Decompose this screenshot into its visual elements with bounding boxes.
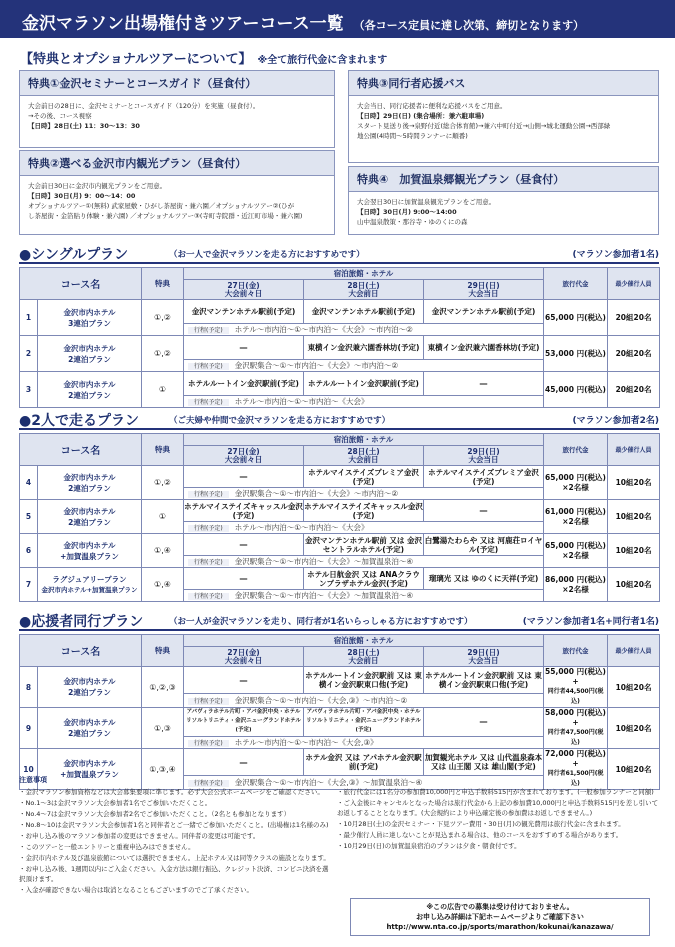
note-item: ・ご入金後にキャンセルとなった場合は旅行代金から上記の参加費10,000円と申込手数料515円を差し引いてお返しすることとなります。(大会規約により申込確定後の参加費はお返しできません。) [337, 799, 659, 817]
double-plan-section [19, 410, 659, 605]
plan-number: 1 [20, 300, 38, 336]
plan-number: 7 [20, 568, 38, 602]
route-text: 金沢駅集合～①～市内泊～《大会,③》～市内泊～② [234, 696, 408, 706]
hotel-day29: ホテルルートイン金沢駅前 又は 東横イン金沢駅東口他(予定) [424, 667, 544, 694]
plan-table [19, 267, 660, 408]
benefit-1-line: →その後、コース視察 [28, 112, 92, 120]
ad-url-link[interactable]: http://www.nta.co.jp/sports/marathon/kokunai/kanazawa/ [386, 923, 614, 931]
day-date: 29日(日) [467, 647, 500, 657]
plan-min-people: 10組20名 [608, 667, 660, 708]
route-row [184, 360, 544, 372]
day-date: 29日(日) [467, 280, 500, 290]
table-row[interactable] [20, 534, 660, 556]
price-main: 65,000 円(税込) [545, 312, 606, 322]
price-main: 58,000 円(税込) [545, 708, 606, 717]
benefit-1-line: 大会前日の28日に、金沢セミナーとコースガイド（120分）を実施（昼食付）。 [28, 102, 260, 110]
note-item: ・旅行代金には1名分の参加費10,000円と申込手数料515円が含まれております。(一般参加ランナーと同額) [337, 788, 654, 796]
course-name-line1: 金沢市内ホテル [63, 343, 116, 353]
col-header-day [304, 446, 424, 466]
hotel-day27: ― [184, 336, 304, 360]
section-description: （お一人が金沢マラソンを走り、同行者が1名いらっしゃる方におすすめです） [169, 617, 473, 627]
plan-tokuten: ①,② [142, 336, 184, 372]
course-name [38, 372, 142, 408]
section-name: ●2人で走るプラン [19, 413, 139, 429]
table-row[interactable] [20, 300, 660, 324]
route-text: 金沢駅集合～①～市内泊～《大会》～市内泊～② [234, 489, 399, 498]
benefit-4-line: 大会翌日30日に加賀温泉観光プランをご用意。 [357, 198, 496, 206]
course-name [38, 708, 142, 749]
note-item: ・No.1～3は金沢マラソン大会参加者1名でご参加いただくこと。 [19, 799, 212, 807]
note-item: ・No.8～10は金沢マラソン大会参加者1名と同伴者とご一緒でご参加いただくこと。(出場権は1名様のみ) [19, 821, 329, 829]
benefit-2-line: 【日時】30日(月) 9：00～14：00 [28, 192, 136, 200]
plan-number: 2 [20, 336, 38, 372]
course-name [38, 568, 142, 602]
hotel-day28: ホテルルートイン金沢駅前(予定) [304, 372, 424, 396]
course-name-line2: 2連泊プラン [68, 688, 111, 697]
plan-price [544, 667, 608, 708]
plan-price [544, 708, 608, 749]
price-sub: + [572, 759, 579, 768]
price-sub: ×2名様 [562, 516, 589, 526]
plan-tokuten: ① [142, 372, 184, 408]
plan-min-people: 20組20名 [608, 336, 660, 372]
course-name-line1: 金沢市内ホテル [63, 759, 116, 768]
route-label: 行程(予定) [188, 363, 229, 370]
day-date: 29日(日) [467, 446, 500, 456]
plan-table [19, 433, 660, 602]
hotel-day28: 金沢マンテンホテル駅前(予定) [304, 300, 424, 324]
plan-min-people: 20組20名 [608, 300, 660, 336]
route-text: ホテル～市内泊～①～市内泊～《大会》～市内泊～② [234, 325, 413, 334]
day-date: 28日(土) [347, 280, 380, 290]
plan-price [544, 568, 608, 602]
col-header-course: コース名 [20, 268, 142, 300]
hotel-day27: アパヴィラホテル片町・アパ金沢中央・ホテルリソルトリニティ・金沢ニューグランドホテル(予定) [184, 708, 304, 737]
benefit-1-line: 【日時】28日(土) 11：30～13：30 [28, 122, 140, 130]
benefit-2-line: し茶屋街・金箔貼り体験・兼六園) ／オプショナルツアー③(寺町寺院群・近江町市場・兼六園) [28, 212, 303, 220]
route-label: 行程(予定) [188, 740, 229, 747]
course-name-line1: 金沢市内ホテル [63, 718, 116, 727]
ad-notice-box [350, 898, 650, 936]
hotel-day27: ― [184, 568, 304, 590]
page-subtitle: （各コース定員に達し次第、締切となります） [353, 19, 585, 32]
route-row [184, 522, 544, 534]
hotel-day29: ― [424, 708, 544, 737]
plan-number: 9 [20, 708, 38, 749]
section-participant-badge: (マラソン参加者1名) [572, 250, 659, 260]
course-name-line2: 2連泊プラン [68, 483, 111, 493]
route-text: 金沢駅集合～①～市内泊～《大会》～加賀温泉泊～④ [234, 591, 414, 600]
hotel-day29: 東横イン金沢兼六園香林坊(予定) [424, 336, 544, 360]
course-name-line1: 金沢市内ホテル [63, 379, 116, 389]
plan-price [544, 300, 608, 336]
plan-price [544, 372, 608, 408]
price-sub: ×2名様 [562, 482, 589, 492]
route-row [184, 736, 544, 748]
section-title-bar [19, 410, 659, 430]
plan-min-people: 10組20名 [608, 749, 660, 790]
hotel-day29: ― [424, 372, 544, 396]
notes-section [19, 775, 659, 894]
course-name-line2: 金沢市内ホテル+加賀温泉プラン [41, 585, 138, 594]
page-header [0, 0, 675, 38]
plan-min-people: 20組20名 [608, 372, 660, 408]
course-name [38, 534, 142, 568]
plan-number: 3 [20, 372, 38, 408]
price-main: 45,000 円(税込) [545, 384, 606, 394]
course-name [38, 466, 142, 500]
benefit-1-box [19, 70, 335, 148]
route-row [184, 488, 544, 500]
col-header-day [424, 446, 544, 466]
col-header-tokuten: 特典 [142, 268, 184, 300]
day-date: 27日(金) [227, 280, 260, 290]
table-row[interactable] [20, 372, 660, 396]
hotel-day29: 加賀観光ホテル 又は 山代温泉森本 又は 山王閣 又は 雄山閣(予定) [424, 749, 544, 776]
notes-left-column [19, 787, 334, 896]
plan-min-people: 10組20名 [608, 568, 660, 602]
benefit-3-line: 地公園(4時間～5時間ランナーに順番) [357, 132, 468, 140]
day-date: 28日(土) [347, 446, 380, 456]
table-row[interactable] [20, 500, 660, 522]
day-date: 27日(金) [227, 446, 260, 456]
benefit-4-line: 【日時】30日(月) 9:00～14:00 [357, 208, 457, 216]
hotel-day28: 東横イン金沢兼六園香林坊(予定) [304, 336, 424, 360]
plan-min-people: 10組20名 [608, 500, 660, 534]
table-row[interactable] [20, 708, 660, 737]
plan-tokuten: ①,②,③ [142, 667, 184, 708]
course-name-line1: 金沢市内ホテル [63, 677, 116, 686]
benefit-3-box [348, 70, 659, 163]
benefit-2-line: 大会前日30日に金沢市内観光プランをご用意。 [28, 182, 167, 190]
day-label: 大会当日 [468, 454, 499, 464]
hotel-day27: ホテルルートイン金沢駅前(予定) [184, 372, 304, 396]
route-label: 行程(予定) [188, 327, 229, 334]
col-header-price: 旅行代金 [544, 635, 608, 667]
route-label: 行程(予定) [188, 593, 229, 600]
table-row[interactable] [20, 667, 660, 694]
hotel-day28: アパヴィラホテル片町・アパ金沢中央・ホテルリソルトリニティ・金沢ニューグランドホテル(予定) [304, 708, 424, 737]
benefit-2-box [19, 150, 335, 235]
route-text: 金沢駅集合～①～市内泊～《大会》～加賀温泉泊～④ [234, 557, 414, 566]
plan-price [544, 466, 608, 500]
col-header-min: 最少催行人員 [608, 434, 660, 466]
course-name-line1: ラグジュアリープラン [52, 574, 127, 584]
route-row [184, 396, 544, 408]
price-sub: + [572, 677, 579, 686]
course-name-line2: 2連泊プラン [68, 729, 111, 738]
page-title: 金沢マラソン出場権付きツアーコース一覧 [22, 14, 344, 34]
notes-right-column [337, 787, 659, 852]
plan-tokuten: ① [142, 500, 184, 534]
ad-notice-line: ※この広告での募集は受け付けておりません。 [426, 903, 574, 911]
benefits-title: 【特典とオプショナルツアーについて】 [20, 52, 252, 67]
price-main: 72,000 円(税込) [545, 749, 606, 758]
course-name-line1: 金沢市内ホテル [63, 506, 116, 516]
plan-tokuten: ①,④ [142, 534, 184, 568]
benefit-3-line: 大会当日、同行応援者に便利な応援バスをご用意。 [357, 102, 507, 110]
route-text: 金沢駅集合～①～市内泊～《大会,③》～加賀温泉泊～④ [234, 778, 423, 788]
plan-price [544, 534, 608, 568]
benefit-2-title: 特典②選べる金沢市内観光プラン（昼食付） [20, 151, 334, 176]
route-text: ホテル～市内泊～①～市内泊～《大会》 [234, 523, 369, 532]
price-main: 65,000 円(税込) [545, 472, 606, 482]
hotel-day29: 瑠璃光 又は ゆのくに天祥(予定) [424, 568, 544, 590]
route-row [184, 556, 544, 568]
course-name-line2: 2連泊プラン [68, 517, 111, 527]
day-date: 28日(土) [347, 647, 380, 657]
plan-min-people: 10組20名 [608, 708, 660, 749]
hotel-day27: 金沢マンテンホテル駅前(予定) [184, 300, 304, 324]
hotel-day29: ホテルマイステイズプレミア金沢(予定) [424, 466, 544, 488]
plan-tokuten: ①,② [142, 466, 184, 500]
col-header-day [184, 647, 304, 667]
note-item: ・お申し込み後のマラソン参加者の変更はできません。同伴者の変更は可能です。 [19, 832, 260, 840]
col-header-day [424, 280, 544, 300]
benefit-3-title: 特典③同行者応援バス [349, 71, 658, 96]
route-row [184, 590, 544, 602]
hotel-day28: 金沢マンテンホテル駅前 又は 金沢セントラルホテル(予定) [305, 535, 422, 554]
benefit-2-line: オプショナルツアー①(無料) 武家屋敷・ひがし茶屋街・兼六園／オプショナルツアー②(ひが [28, 202, 295, 210]
hotel-day28: ホテルマイステイズプレミア金沢(予定) [304, 466, 424, 488]
hotel-day27: ― [184, 749, 304, 776]
route-label: 行程(予定) [188, 559, 229, 566]
benefit-4-line: 山中温泉散策・那谷寺・ゆのくにの森 [357, 218, 468, 226]
plan-number: 5 [20, 500, 38, 534]
plan-number: 10 [20, 749, 38, 790]
hotel-day29: 金沢マンテンホテル駅前(予定) [424, 300, 544, 324]
price-main: 86,000 円(税込) [545, 574, 606, 584]
course-name-line2: 2連泊プラン [68, 354, 111, 364]
price-main: 55,000 円(税込) [545, 667, 606, 676]
price-sub: + [572, 718, 579, 727]
col-header-price: 旅行代金 [544, 434, 608, 466]
table-row[interactable] [20, 466, 660, 488]
day-label: 大会前日 [348, 454, 379, 464]
hotel-day27: ホテルマイステイズキャッスル金沢(予定) [184, 501, 303, 520]
route-text: ホテル～市内泊～①～市内泊～《大会,③》 [234, 737, 378, 747]
section-description: （ご夫婦や仲間で金沢マラソンを走る方におすすめです） [169, 416, 391, 426]
price-main: 61,000 円(税込) [545, 506, 606, 516]
col-header-tokuten: 特典 [142, 434, 184, 466]
course-name-line2: +加賀温泉プラン [60, 770, 119, 779]
note-item: ・10月29日(日)の加賀温泉宿泊のプランは夕食・朝食付です。 [337, 842, 521, 850]
col-header-day [304, 280, 424, 300]
hotel-day28: ホテル金沢 又は アパホテル金沢駅前(予定) [304, 749, 424, 776]
route-row [184, 324, 544, 336]
course-name-line2: 3連泊プラン [68, 318, 111, 328]
benefits-note: ※全て旅行代金に含まれます [257, 55, 388, 66]
price-sub: ×2名様 [562, 550, 589, 560]
day-label: 大会当日 [468, 655, 499, 665]
day-label: 大会前々日 [224, 655, 263, 665]
note-item: ・金沢市内ホテル及び温泉旅館については選択できません。上記ホテル又は同等クラスの施設となります。 [19, 854, 330, 862]
section-title-bar [19, 611, 659, 631]
col-header-day [424, 647, 544, 667]
price-sub: ×2名様 [562, 584, 589, 594]
plan-number: 8 [20, 667, 38, 708]
col-header-min: 最少催行人員 [608, 268, 660, 300]
route-label: 行程(予定) [188, 780, 229, 787]
course-name-line1: 金沢市内ホテル [63, 307, 116, 317]
section-title-bar [19, 244, 659, 264]
hotel-day29: ― [424, 500, 544, 522]
route-row [184, 694, 544, 708]
day-label: 大会前日 [348, 288, 379, 298]
hotel-day29: 白鷺湯たわらや 又は 河鹿荘ロイヤル(予定) [424, 535, 543, 554]
hotel-day27: ― [184, 534, 304, 556]
hotel-day27: ― [184, 466, 304, 488]
course-name [38, 300, 142, 336]
price-companion: 同行者44,500円(税込) [547, 688, 604, 705]
table-row[interactable] [20, 749, 660, 776]
price-companion: 同行者47,500円(税込) [547, 729, 604, 746]
col-header-tokuten: 特典 [142, 635, 184, 667]
plan-number: 4 [20, 466, 38, 500]
route-text: ホテル～市内泊～①～市内泊～《大会》 [234, 397, 369, 406]
table-row[interactable] [20, 336, 660, 360]
day-label: 大会前々日 [224, 288, 263, 298]
table-row[interactable] [20, 568, 660, 590]
hotel-day28: ホテルマイステイズキャッスル金沢(予定) [304, 501, 423, 520]
plan-tokuten: ①,④ [142, 568, 184, 602]
plan-number: 6 [20, 534, 38, 568]
note-item: ・最少催行人員に達しないことが見込まれる場合は、他のコースをおすすめする場合があります。 [337, 831, 623, 839]
plan-min-people: 10組20名 [608, 534, 660, 568]
price-main: 53,000 円(税込) [545, 348, 606, 358]
note-item: ・このツアーと一般エントリーと重複申込みはできません。 [19, 843, 195, 851]
day-label: 大会前日 [348, 655, 379, 665]
note-item: ・入金が確認できない場合は取消となることもございますのでご了承ください。 [19, 886, 253, 894]
day-label: 大会前々日 [224, 454, 263, 464]
route-label: 行程(予定) [188, 399, 229, 406]
col-header-min: 最少催行人員 [608, 635, 660, 667]
note-item: ・金沢マラソン参加資格などは大会募集要項に準じます。必ず大会公式ホームページをご確認ください。 [19, 788, 324, 796]
course-name [38, 667, 142, 708]
day-date: 27日(金) [227, 647, 260, 657]
benefit-3-line: 【日時】29日(日) (集合場所：兼六駐車場) [357, 112, 485, 120]
plan-tokuten: ①,③,④ [142, 749, 184, 790]
route-label: 行程(予定) [188, 525, 229, 532]
hotel-day28: ホテル日航金沢 又は ANAクラウンプラザホテル金沢(予定) [304, 568, 424, 590]
benefit-4-box [348, 166, 659, 235]
col-header-course: コース名 [20, 635, 142, 667]
day-label: 大会当日 [468, 288, 499, 298]
col-header-lodging: 宿泊旅館・ホテル [184, 268, 544, 280]
course-name [38, 336, 142, 372]
section-name: ●シングルプラン [19, 247, 129, 263]
note-item: ・No.4～7は金沢マラソン大会参加者2名でご参加いただくこと。（2名とも参加となります） [19, 810, 291, 818]
plan-min-people: 10組20名 [608, 466, 660, 500]
benefits-heading [20, 48, 387, 67]
course-name [38, 500, 142, 534]
section-participant-badge: (マラソン参加者2名) [572, 416, 659, 426]
plan-table [19, 634, 660, 790]
col-header-day [184, 280, 304, 300]
col-header-lodging: 宿泊旅館・ホテル [184, 635, 544, 647]
course-name-line1: 金沢市内ホテル [63, 472, 116, 482]
price-companion: 同行者61,500円(税込) [547, 770, 604, 787]
notes-title: 注意事項 [19, 776, 47, 784]
route-label: 行程(予定) [188, 698, 229, 705]
plan-tokuten: ①,③ [142, 708, 184, 749]
note-item: ・お申し込み後、1週間以内にご入金ください。入金方法は銀行振込、クレジット決済、コンビニ決済を選択頂けます。 [19, 865, 329, 883]
benefit-1-title: 特典①金沢セミナーとコースガイド（昼食付） [20, 71, 334, 96]
section-description: （お一人で金沢マラソンを走る方におすすめです） [169, 250, 365, 260]
hotel-day28: ホテルルートイン金沢駅前 又は 東横イン金沢駅東口他(予定) [304, 667, 424, 694]
plan-price [544, 336, 608, 372]
col-header-price: 旅行代金 [544, 268, 608, 300]
ad-notice-line: お申し込み詳細は下記ホームページよりご確認下さい [416, 913, 584, 921]
course-name-line2: +加賀温泉プラン [60, 551, 119, 561]
col-header-day [184, 446, 304, 466]
route-text: 金沢駅集合～①～市内泊～《大会》～市内泊～② [234, 361, 399, 370]
benefit-4-title: 特典④ 加賀温泉郷観光プラン（昼食付） [349, 167, 658, 192]
course-name-line2: 2連泊プラン [68, 390, 111, 400]
col-header-lodging: 宿泊旅館・ホテル [184, 434, 544, 446]
benefit-3-line: スタート見送り後→泉野付近(総合体育館)→兼六中町付近→山側→城北運動公園→西部緑 [357, 122, 611, 130]
col-header-course: コース名 [20, 434, 142, 466]
col-header-day [304, 647, 424, 667]
plan-price [544, 500, 608, 534]
course-name-line1: 金沢市内ホテル [63, 540, 116, 550]
section-participant-badge: (マラソン参加者1名+同行者1名) [522, 617, 659, 627]
note-item: ・10月28日(土)の金沢セミナー・下見ツアー費用・30日(月)の観光費用は旅行代金に含まれます。 [337, 820, 625, 828]
single-plan-section [19, 244, 659, 406]
plan-tokuten: ①,② [142, 300, 184, 336]
route-label: 行程(予定) [188, 491, 229, 498]
section-name: ●応援者同行プラン [19, 614, 144, 630]
price-main: 65,000 円(税込) [545, 540, 606, 550]
hotel-day27: ― [184, 667, 304, 694]
